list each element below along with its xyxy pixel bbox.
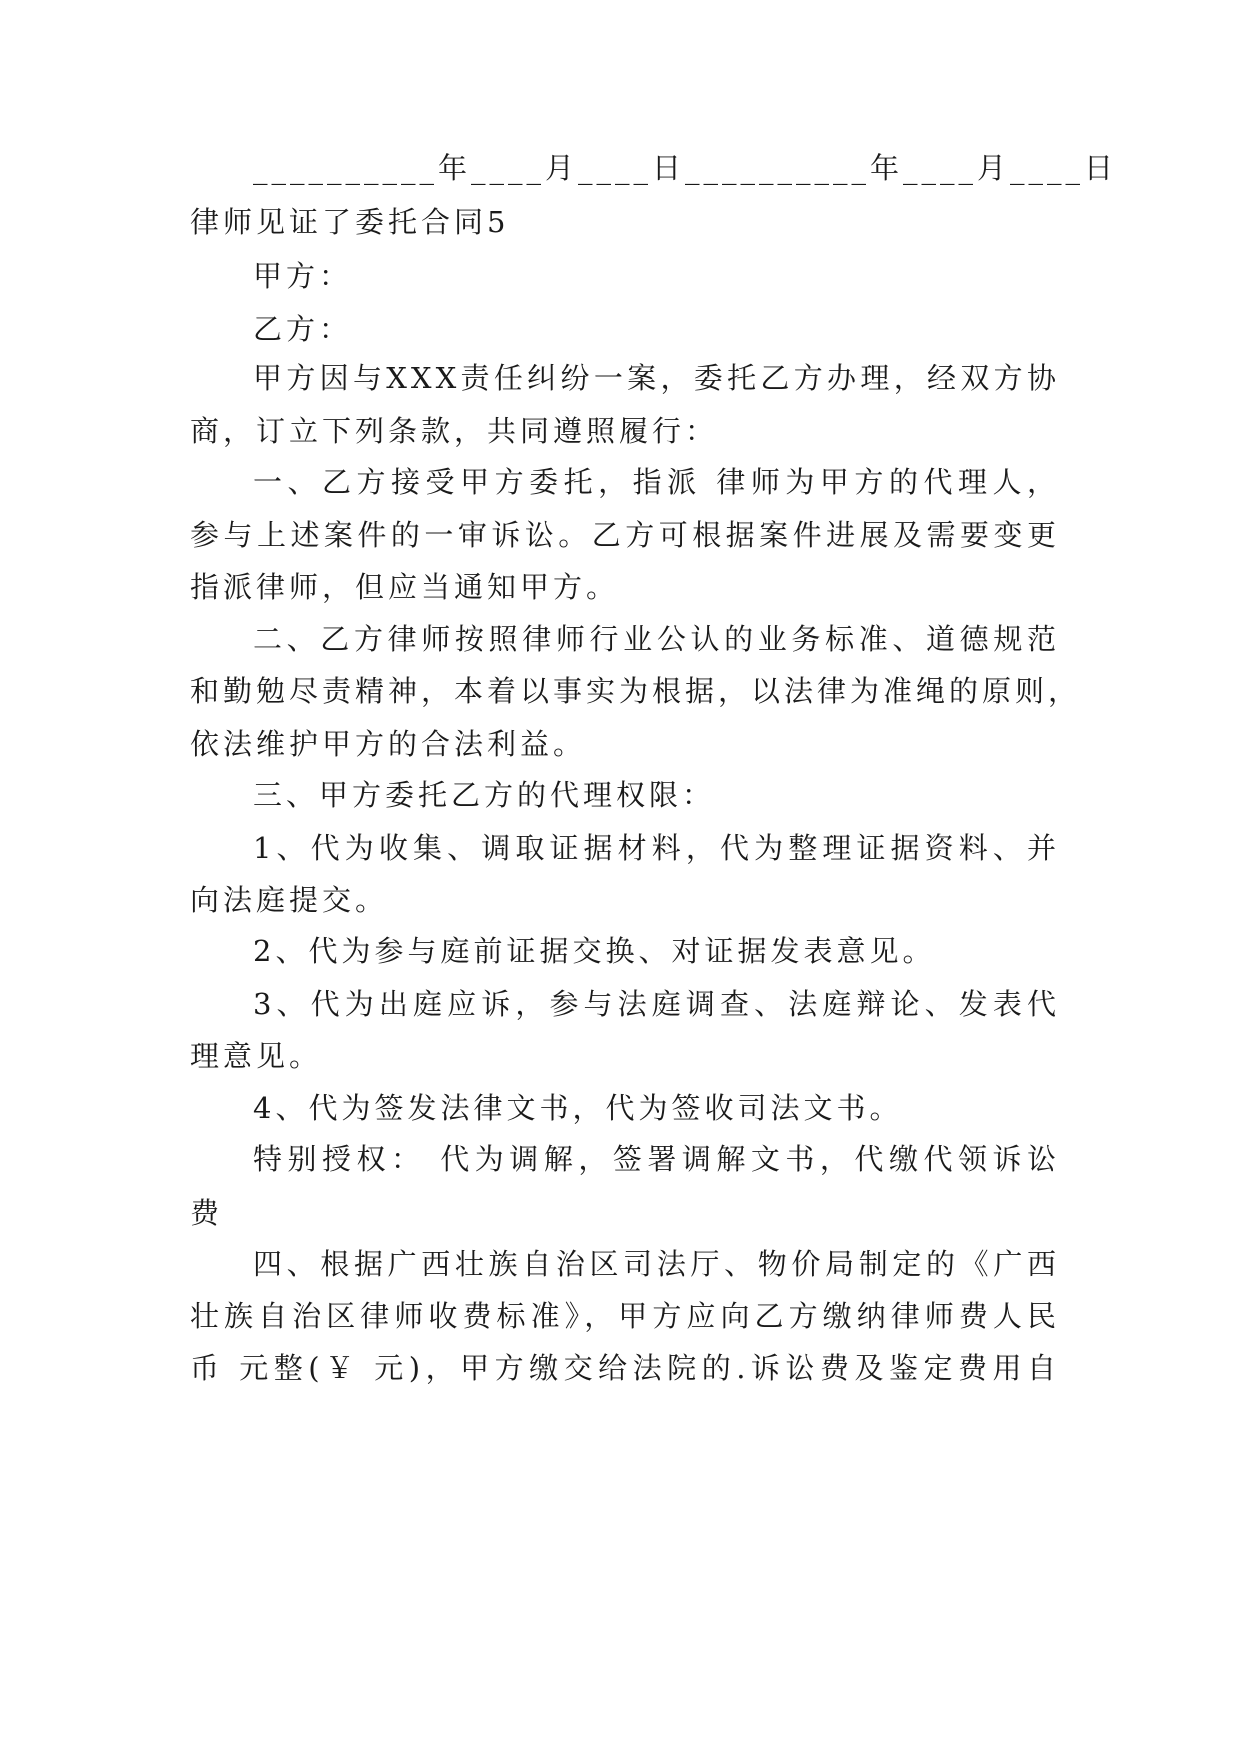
document-title: 律师见证了委托合同5 xyxy=(190,205,510,239)
paragraph-line: 理意见。 xyxy=(190,1039,323,1073)
paragraph-line: 一、乙方接受甲方委托，指派 律师为甲方的代理人， xyxy=(253,465,1060,499)
paragraph-line: 甲方因与XXX责任纠纷一案，委托乙方办理，经双方协 xyxy=(253,361,1060,395)
party-b-label: 乙方： xyxy=(253,312,353,346)
paragraph-line: 壮族自治区律师收费标准》，甲方应向乙方缴纳律师费人民 xyxy=(190,1299,1060,1333)
paragraph-line: 二、乙方律师按照律师行业公认的业务标准、道德规范 xyxy=(253,622,1060,656)
paragraph-line: 依法维护甲方的合法利益。 xyxy=(190,727,587,761)
paragraph-line: 四、根据广西壮族自治区司法厅、物价局制定的《广西 xyxy=(253,1247,1060,1281)
paragraph-line: 币 元整(￥ 元)，甲方缴交给法院的.诉讼费及鉴定费用自 xyxy=(190,1351,1060,1385)
paragraph-line: 三、甲方委托乙方的代理权限： xyxy=(253,778,716,812)
paragraph-line: 2、代为参与庭前证据交换、对证据发表意见。 xyxy=(253,934,936,968)
date-line: __________年____月____日__________年____月____日 xyxy=(253,151,1118,185)
paragraph-line: 指派律师，但应当通知甲方。 xyxy=(190,570,620,604)
paragraph-line: 和勤勉尽责精神，本着以事实为根据，以法律为准绳的原则， xyxy=(190,674,1082,708)
paragraph-line: 4、代为签发法律文书，代为签收司法文书。 xyxy=(253,1091,903,1125)
paragraph-line: 商，订立下列条款，共同遵照履行： xyxy=(190,414,719,448)
paragraph-line: 特别授权： 代为调解，签署调解文书，代缴代领诉讼 xyxy=(253,1142,1060,1176)
paragraph-line: 1、代为收集、调取证据材料，代为整理证据资料、并 xyxy=(253,831,1060,865)
paragraph-line: 3、代为出庭应诉，参与法庭调查、法庭辩论、发表代 xyxy=(253,987,1060,1021)
paragraph-line: 向法庭提交。 xyxy=(190,883,389,917)
paragraph-line: 参与上述案件的一审诉讼。乙方可根据案件进展及需要变更 xyxy=(190,518,1060,552)
party-a-label: 甲方： xyxy=(253,259,353,293)
paragraph-line: 费 xyxy=(190,1196,224,1230)
